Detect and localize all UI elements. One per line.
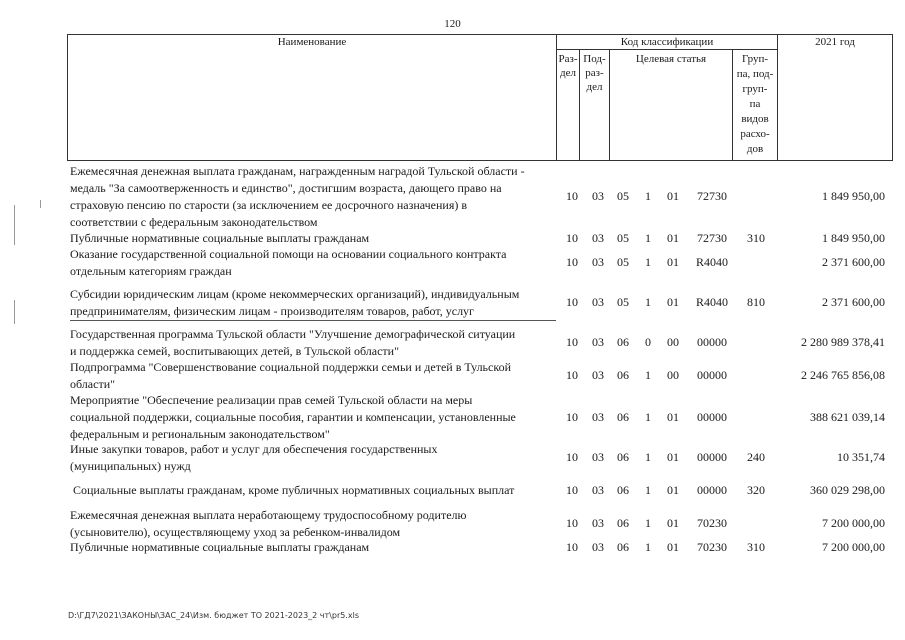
group-cell: 310 [747,540,765,554]
amount-cell: 388 621 039,14 [810,410,885,424]
scan-mark [40,200,41,208]
header-name: Наименование [277,36,347,48]
amount-cell: 2 371 600,00 [822,295,885,309]
table-header [67,34,893,161]
article-2-cell: 1 [645,540,651,554]
footer-file-path: D:\ГД7\2021\ЗАКОНЫ\ЗАС_24\Изм. бюджет ТО 2021-2023_2 чт\рr5.xls [68,611,359,620]
podrazdel-cell: 03 [592,231,604,245]
scan-mark [14,300,15,324]
article-4-cell: 72730 [697,231,727,245]
group-cell: 240 [747,450,765,464]
podrazdel-cell: 03 [592,516,604,530]
row-name: Иные закупки товаров, работ и услуг для обеспечения государственных (муниципальных) нужд [70,442,438,473]
article-4-cell: 00000 [697,483,727,497]
article-3-cell: 01 [667,231,679,245]
amount-cell: 360 029 298,00 [810,483,885,497]
header-razdel: Раз- дел [558,53,578,79]
razdel-cell: 10 [566,231,578,245]
article-4-cell: 00000 [697,410,727,424]
header-classification: Код классификации [620,36,714,48]
row-name: Социальные выплаты гражданам, кроме публичных нормативных социальных выплат [73,483,515,497]
article-3-cell: 01 [667,516,679,530]
row-name: Публичные нормативные социальные выплаты гражданам [70,231,370,245]
podrazdel-cell: 03 [592,410,604,424]
article-4-cell: 00000 [697,335,727,349]
group-cell: 810 [747,295,765,309]
article-4-cell: 70230 [697,540,727,554]
row-name: Субсидии юридическим лицам (кроме некоммерческих организаций), индивидуальным предпринимателям, физическим лицам - производителям товаров, работ, услуг [70,287,520,318]
article-1-cell: 06 [617,540,629,554]
header-group: Груп- па, под- груп- па видов расхо- дов [736,53,774,155]
article-2-cell: 1 [645,295,651,309]
article-1-cell: 05 [617,231,629,245]
article-4-cell: R4040 [695,295,728,309]
article-1-cell: 05 [617,255,629,269]
podrazdel-cell: 03 [592,335,604,349]
podrazdel-cell: 03 [592,450,604,464]
article-4-cell: 72730 [697,189,727,203]
razdel-cell: 10 [566,335,578,349]
amount-cell: 2 371 600,00 [822,255,885,269]
article-3-cell: 01 [667,410,679,424]
razdel-cell: 10 [566,189,578,203]
razdel-cell: 10 [566,516,578,530]
razdel-cell: 10 [566,540,578,554]
article-3-cell: 01 [667,450,679,464]
article-3-cell: 01 [667,189,679,203]
article-2-cell: 0 [645,335,651,349]
article-3-cell: 01 [667,255,679,269]
podrazdel-cell: 03 [592,255,604,269]
article-1-cell: 06 [617,483,629,497]
row-separator [70,320,556,321]
amount-cell: 2 280 989 378,41 [801,335,885,349]
article-4-cell: 00000 [697,450,727,464]
header-podrazdel: Под- раз- дел [583,53,606,93]
row-name: Мероприятие "Обеспечение реализации прав семей Тульской области на меры социальной поддержки, социальные пособия, гарантии и компенсации, установленные федеральным и региональным законодательством" [70,393,516,441]
row-name: Подпрограмма "Совершенствование социальной поддержки семьи и детей в Тульской области" [70,360,511,391]
article-1-cell: 06 [617,335,629,349]
article-3-cell: 01 [667,295,679,309]
header-year: 2021 год [815,36,855,48]
podrazdel-cell: 03 [592,368,604,382]
group-cell: 320 [747,483,765,497]
razdel-cell: 10 [566,255,578,269]
article-4-cell: 70230 [697,516,727,530]
article-2-cell: 1 [645,255,651,269]
header-target-article: Целевая статья [635,53,707,65]
amount-cell: 10 351,74 [837,450,885,464]
article-2-cell: 1 [645,450,651,464]
article-2-cell: 1 [645,410,651,424]
amount-cell: 7 200 000,00 [822,540,885,554]
article-1-cell: 05 [617,295,629,309]
row-name: Государственная программа Тульской области "Улучшение демографической ситуации и поддержка семей, воспитывающих детей, в Тульской области" [70,327,516,358]
amount-cell: 1 849 950,00 [822,231,885,245]
page-number: 120 [444,18,461,30]
article-2-cell: 1 [645,189,651,203]
article-4-cell: R4040 [695,255,728,269]
scan-mark [14,205,15,245]
podrazdel-cell: 03 [592,540,604,554]
article-1-cell: 06 [617,516,629,530]
podrazdel-cell: 03 [592,483,604,497]
razdel-cell: 10 [566,483,578,497]
razdel-cell: 10 [566,450,578,464]
article-2-cell: 1 [645,516,651,530]
article-3-cell: 00 [667,368,679,382]
row-name: Публичные нормативные социальные выплаты гражданам [70,540,370,554]
podrazdel-cell: 03 [592,189,604,203]
group-cell: 310 [747,231,765,245]
razdel-cell: 10 [566,368,578,382]
article-1-cell: 05 [617,189,629,203]
article-1-cell: 06 [617,450,629,464]
row-name: Оказание государственной социальной помощи на основании социального контракта отдельным категориям граждан [70,247,507,278]
article-3-cell: 00 [667,335,679,349]
article-3-cell: 01 [667,483,679,497]
article-1-cell: 06 [617,368,629,382]
article-2-cell: 1 [645,483,651,497]
article-1-cell: 06 [617,410,629,424]
razdel-cell: 10 [566,410,578,424]
article-2-cell: 1 [645,231,651,245]
razdel-cell: 10 [566,295,578,309]
row-name: Ежемесячная денежная выплата гражданам, награжденным наградой Тульской области - медаль "За самоотверженность и единство", достигшим возраста, дающего право на страховую пенсию по старости (за исключением ее досрочного назначения) в соответствии с федеральным законодательством [70,164,525,229]
article-2-cell: 1 [645,368,651,382]
amount-cell: 7 200 000,00 [822,516,885,530]
article-3-cell: 01 [667,540,679,554]
article-4-cell: 00000 [697,368,727,382]
row-name: Ежемесячная денежная выплата неработающему трудоспособному родителю (усыновителю), осуществляющему уход за ребенком-инвалидом [70,508,467,539]
podrazdel-cell: 03 [592,295,604,309]
amount-cell: 1 849 950,00 [822,189,885,203]
amount-cell: 2 246 765 856,08 [801,368,885,382]
